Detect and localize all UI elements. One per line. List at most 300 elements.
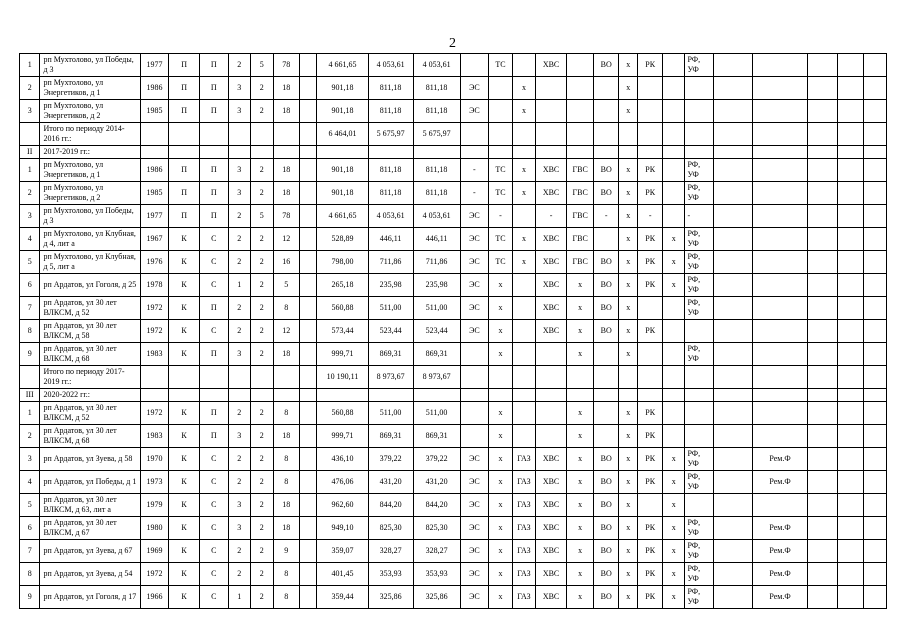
row-number-cell: 7 [20,297,40,320]
table-cell: ВО [594,297,619,320]
table-cell: х [619,297,638,320]
table-cell: ГАЗ [512,563,536,586]
table-cell: 825,30 [413,517,460,540]
table-body [20,54,887,609]
table-cell: 1978 [140,274,169,297]
table-cell: х [566,274,594,297]
table-cell: - [460,159,489,182]
table-cell: 999,71 [317,343,368,366]
table-cell: ТС [489,54,513,77]
table-cell [714,205,753,228]
row-number-cell: 6 [20,274,40,297]
table-cell: 353,93 [413,563,460,586]
table-cell: х [619,320,638,343]
table-cell [536,425,567,448]
table-cell: ТС [489,159,513,182]
table-cell [662,366,684,389]
table-cell [837,123,864,146]
table-cell: ТС [489,251,513,274]
table-cell: 2 [251,448,273,471]
table-cell: С [199,228,228,251]
table-cell: 2 [228,228,250,251]
table-cell: 869,31 [413,343,460,366]
table-cell [837,494,864,517]
table-cell: 5 675,97 [368,123,413,146]
section-row [20,389,887,402]
table-cell: С [199,274,228,297]
table-cell [837,366,864,389]
table-cell [752,228,807,251]
table-cell [460,54,489,77]
row-number-cell: 1 [20,402,40,425]
table-cell [837,540,864,563]
table-cell [752,366,807,389]
table-cell: х [512,77,536,100]
table-cell [512,389,536,402]
table-cell: 2 [228,297,250,320]
table-cell: 353,93 [368,563,413,586]
table-cell: 2 [251,517,273,540]
address-cell: рп Мухтолово, ул Энергетиков, д 2 [40,182,140,205]
table-cell: х [619,471,638,494]
table-cell [536,77,567,100]
table-cell: С [199,517,228,540]
table-cell [837,517,864,540]
table-cell: РК [638,54,663,77]
table-cell: 1980 [140,517,169,540]
table-cell: ЭС [460,228,489,251]
table-cell [273,366,300,389]
table-cell [273,146,300,159]
table-cell [619,146,638,159]
table-cell: 811,18 [368,100,413,123]
table-cell: 511,00 [368,402,413,425]
table-cell: х [489,494,513,517]
table-cell [638,389,663,402]
table-row [20,251,887,274]
row-number-cell: 8 [20,563,40,586]
table-cell: 12 [273,228,300,251]
table-cell [300,274,317,297]
table-cell: ВО [594,586,619,609]
table-cell [169,123,200,146]
table-cell: х [566,517,594,540]
table-cell: ВО [594,494,619,517]
table-cell: х [489,517,513,540]
table-cell: 4 053,61 [368,205,413,228]
table-cell: - [594,205,619,228]
table-cell: Рем.Ф [752,448,807,471]
table-cell: х [512,159,536,182]
table-cell [251,123,273,146]
table-cell [808,274,838,297]
table-cell: 78 [273,54,300,77]
table-cell: х [489,448,513,471]
table-cell: 1983 [140,343,169,366]
table-cell [300,146,317,159]
table-cell: 3 [228,100,250,123]
table-cell [864,540,887,563]
section-row [20,146,887,159]
table-cell: 359,07 [317,540,368,563]
address-cell: Итого по периоду 2014-2016 гг.: [40,123,140,146]
table-cell [199,123,228,146]
section-number: III [20,389,40,402]
table-cell [714,251,753,274]
table-cell: ГВС [566,205,594,228]
table-cell [837,274,864,297]
table-cell: х [619,274,638,297]
table-cell: 1979 [140,494,169,517]
table-cell: ВО [594,517,619,540]
table-cell [536,100,567,123]
table-cell: х [489,320,513,343]
table-cell [808,228,838,251]
table-cell: П [169,182,200,205]
table-cell [512,297,536,320]
table-cell [228,366,250,389]
table-cell: 4 661,65 [317,54,368,77]
table-cell [140,123,169,146]
table-cell: РК [638,228,663,251]
table-cell: К [169,274,200,297]
table-cell: 511,00 [368,297,413,320]
table-cell [460,343,489,366]
table-cell: 2 [228,54,250,77]
table-cell: РФ, УФ [685,586,714,609]
table-cell: К [169,540,200,563]
table-cell [752,100,807,123]
table-cell [837,54,864,77]
table-cell [140,366,169,389]
table-cell: х [619,182,638,205]
table-cell [685,389,714,402]
table-cell: 2 [228,563,250,586]
table-cell [714,228,753,251]
table-cell: 999,71 [317,425,368,448]
table-cell [566,123,594,146]
table-cell: х [489,343,513,366]
table-cell: ХВС [536,471,567,494]
table-cell: х [566,540,594,563]
table-row [20,586,887,609]
table-cell: П [199,205,228,228]
table-cell: 18 [273,343,300,366]
table-cell [638,100,663,123]
table-cell [714,494,753,517]
table-row [20,366,887,389]
table-cell: С [199,586,228,609]
table-cell [251,366,273,389]
table-cell: 235,98 [368,274,413,297]
table-cell: 265,18 [317,274,368,297]
table-cell: 1977 [140,205,169,228]
address-cell: рп Мухтолово, ул Клубная, д 4, лит а [40,228,140,251]
address-cell: рп Ардатов, ул Гоголя, д 17 [40,586,140,609]
table-cell: 3 [228,159,250,182]
table-cell [566,389,594,402]
table-cell [752,159,807,182]
table-cell [460,123,489,146]
table-cell [594,123,619,146]
table-cell: 1985 [140,100,169,123]
table-cell [752,251,807,274]
table-cell: 18 [273,425,300,448]
table-cell: РФ, УФ [685,297,714,320]
table-cell [594,402,619,425]
table-cell: 869,31 [368,425,413,448]
table-cell [566,100,594,123]
table-cell [808,471,838,494]
table-cell [864,274,887,297]
table-cell: 844,20 [413,494,460,517]
address-cell: рп Ардатов, ул Гоголя, д 25 [40,274,140,297]
table-cell: 8 [273,402,300,425]
housing-register-table [19,53,887,609]
address-cell: рп Ардатов, ул Зуева, д 54 [40,563,140,586]
table-cell: х [566,320,594,343]
table-cell: 901,18 [317,182,368,205]
table-cell [619,123,638,146]
table-cell: РФ, УФ [685,274,714,297]
table-cell: 869,31 [413,425,460,448]
address-cell: рп Ардатов, ул 30 лет ВЛКСМ, д 52 [40,402,140,425]
table-cell: х [662,448,684,471]
table-cell [566,54,594,77]
row-number-cell: 8 [20,320,40,343]
table-cell: ВО [594,320,619,343]
table-cell: х [512,251,536,274]
table-cell [685,77,714,100]
table-cell: ВО [594,182,619,205]
table-cell [864,517,887,540]
table-cell [864,159,887,182]
table-cell [512,205,536,228]
table-cell: 2 [251,297,273,320]
table-cell: 1986 [140,159,169,182]
table-row [20,517,887,540]
table-cell: х [662,540,684,563]
table-cell: 3 [228,343,250,366]
table-cell [300,448,317,471]
table-cell: 825,30 [368,517,413,540]
table-cell: 2 [251,182,273,205]
table-cell [714,425,753,448]
table-cell: 2 [251,402,273,425]
table-cell [300,228,317,251]
table-cell [714,586,753,609]
row-number-cell: 7 [20,540,40,563]
table-cell: 1976 [140,251,169,274]
table-cell: П [169,159,200,182]
table-cell [714,402,753,425]
table-cell: ХВС [536,228,567,251]
table-cell: РФ, УФ [685,54,714,77]
table-cell [273,123,300,146]
table-cell: 2 [228,205,250,228]
table-cell [752,274,807,297]
table-cell: ВО [594,540,619,563]
table-cell: х [619,100,638,123]
table-cell [300,182,317,205]
table-cell [864,389,887,402]
table-cell [251,389,273,402]
table-cell: ЭС [460,586,489,609]
table-cell: 1972 [140,320,169,343]
table-cell [752,182,807,205]
table-cell [837,343,864,366]
table-cell: ХВС [536,251,567,274]
table-cell: 869,31 [368,343,413,366]
table-cell: 2 [228,402,250,425]
table-cell: П [169,54,200,77]
address-cell: рп Ардатов, ул 30 лет ВЛКСМ, д 68 [40,343,140,366]
table-cell [808,159,838,182]
table-cell [300,343,317,366]
table-cell: х [566,563,594,586]
table-cell [714,100,753,123]
row-number-cell: 6 [20,517,40,540]
table-cell [864,123,887,146]
table-cell [864,251,887,274]
table-cell: 1970 [140,448,169,471]
table-cell: П [199,297,228,320]
table-cell: ГВС [566,251,594,274]
table-cell: 901,18 [317,100,368,123]
table-cell: ЭС [460,320,489,343]
table-cell: ЭС [460,100,489,123]
table-cell: Рем.Ф [752,471,807,494]
table-cell [752,123,807,146]
row-number-cell: 5 [20,251,40,274]
table-cell: х [619,425,638,448]
table-cell [300,586,317,609]
table-cell: К [169,448,200,471]
table-cell: 8 973,67 [368,366,413,389]
table-cell: Рем.Ф [752,586,807,609]
table-cell [300,540,317,563]
table-cell: С [199,494,228,517]
table-cell: 78 [273,205,300,228]
table-cell: 379,22 [413,448,460,471]
table-cell [460,425,489,448]
table-cell: Рем.Ф [752,517,807,540]
table-cell [864,320,887,343]
table-cell: 359,44 [317,586,368,609]
table-row [20,425,887,448]
table-cell [300,251,317,274]
table-cell: ХВС [536,586,567,609]
table-cell: х [489,402,513,425]
table-cell [662,54,684,77]
table-cell: 6 464,01 [317,123,368,146]
table-cell [808,297,838,320]
table-cell: ВО [594,448,619,471]
table-cell [714,517,753,540]
table-cell: х [619,77,638,100]
table-cell [300,159,317,182]
table-cell: С [199,251,228,274]
table-cell [864,343,887,366]
table-cell [864,586,887,609]
table-cell: ЭС [460,517,489,540]
table-cell [638,146,663,159]
table-row [20,297,887,320]
table-cell: 2 [251,274,273,297]
table-cell [808,146,838,159]
table-cell [489,77,513,100]
table-row [20,402,887,425]
table-cell [837,320,864,343]
table-row [20,540,887,563]
table-cell [489,366,513,389]
section-number: II [20,146,40,159]
table-cell [300,389,317,402]
table-cell [594,146,619,159]
table-cell [512,366,536,389]
table-cell: 12 [273,320,300,343]
table-cell: 2 [251,228,273,251]
table-cell [638,343,663,366]
table-cell: х [489,540,513,563]
table-cell: П [199,343,228,366]
table-cell: 711,86 [413,251,460,274]
table-cell: 4 661,65 [317,205,368,228]
table-cell [752,494,807,517]
table-cell [864,100,887,123]
table-cell: РК [638,402,663,425]
table-cell: 2 [251,563,273,586]
table-cell: х [512,228,536,251]
table-cell [662,343,684,366]
table-cell [837,425,864,448]
table-cell: 4 053,61 [413,54,460,77]
table-cell: ХВС [536,297,567,320]
table-cell [317,389,368,402]
table-cell: 1986 [140,77,169,100]
row-number-cell: 1 [20,54,40,77]
table-cell [300,100,317,123]
table-cell [837,402,864,425]
table-cell: 1983 [140,425,169,448]
table-cell: 1985 [140,182,169,205]
table-cell: 9 [273,540,300,563]
table-cell [489,100,513,123]
table-cell: 379,22 [368,448,413,471]
address-cell: рп Мухтолово, ул Энергетиков, д 1 [40,77,140,100]
row-number-cell: 3 [20,100,40,123]
row-number-cell: 2 [20,425,40,448]
table-cell: х [566,586,594,609]
table-cell: С [199,471,228,494]
table-cell [837,448,864,471]
table-cell: П [199,77,228,100]
table-cell: ГВС [566,159,594,182]
table-cell [714,563,753,586]
table-cell: х [619,563,638,586]
table-cell: РФ, УФ [685,251,714,274]
table-cell [808,517,838,540]
table-cell: 401,45 [317,563,368,586]
table-cell [808,77,838,100]
table-cell [300,320,317,343]
table-cell: ВО [594,251,619,274]
table-cell [714,123,753,146]
table-cell [808,182,838,205]
row-number-cell: 3 [20,205,40,228]
table-cell: К [169,320,200,343]
table-row [20,54,887,77]
